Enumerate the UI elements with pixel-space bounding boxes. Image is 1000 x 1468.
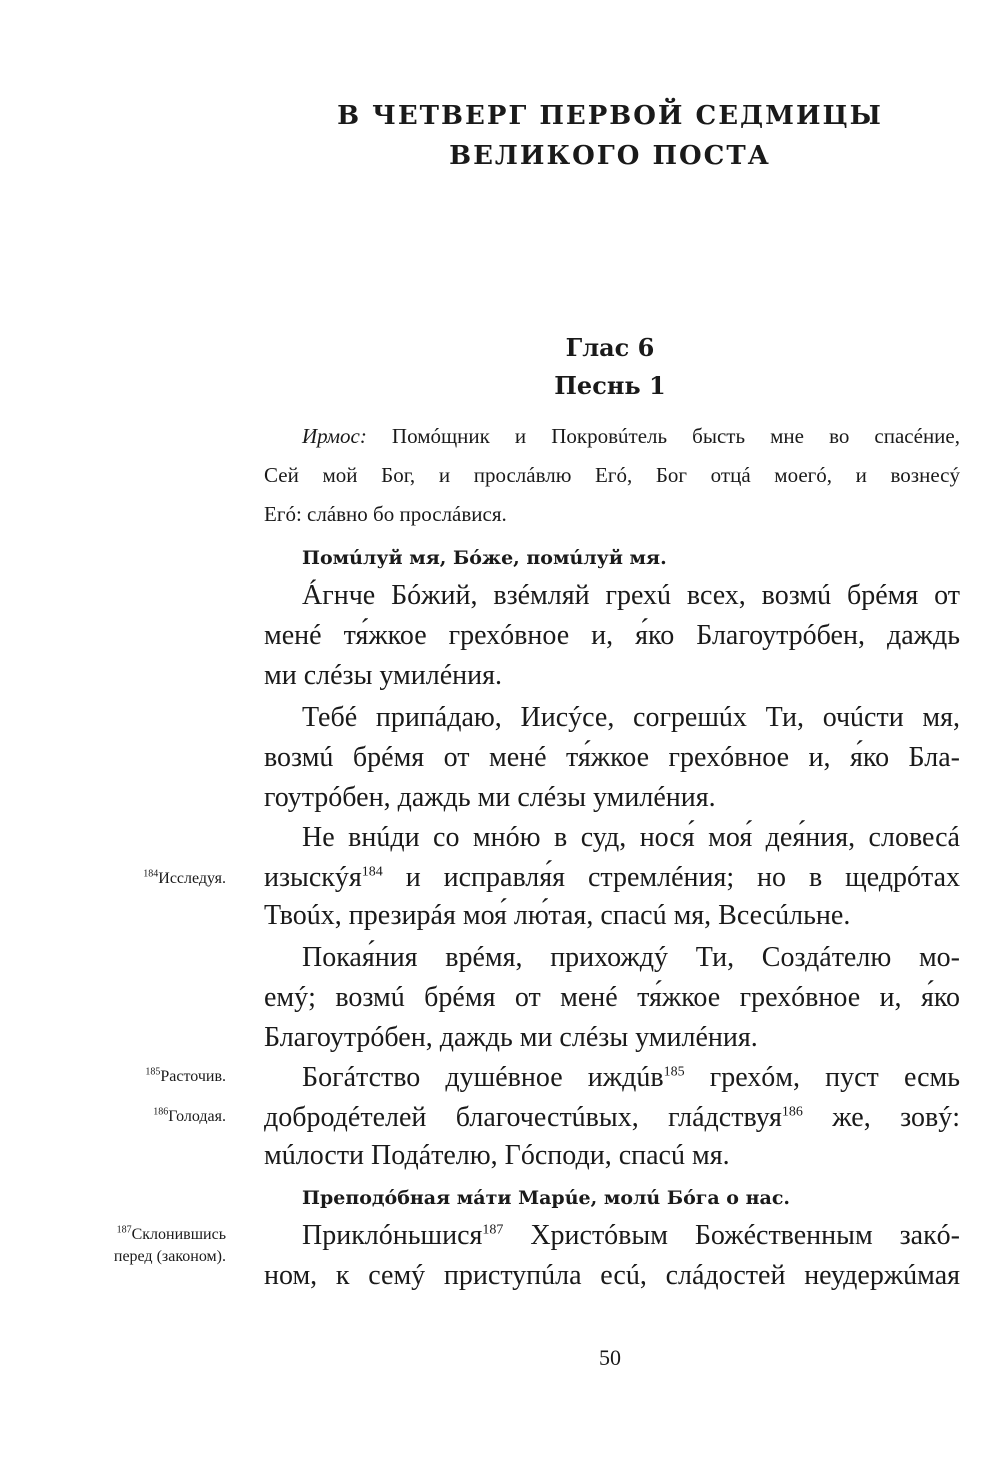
irmos-line-2: Сей мой Бог, и прослáвлю Егó, Бог отцá моегó, и вознесý: [264, 463, 960, 487]
footnote-ref-187: 187: [482, 1222, 504, 1238]
troparion-4-line-2: емý; возмú брéмя от менé тя́жкое грехóвное и, я́ко: [264, 982, 960, 1013]
troparion-5-text-1b: грехóм, пуст есмь: [684, 1062, 960, 1093]
irmos-label: Ирмос:: [302, 424, 367, 448]
irmos-line-3: Егó: слáвно бо прослáвися.: [264, 502, 507, 526]
troparion-1-line-2: менé тя́жкое грехóвное и, я́ко Благоутрóбен, даждь: [264, 620, 960, 651]
tone-heading: Глас 6: [565, 333, 655, 362]
troparion-2-line-2: возмú брéмя от менé тя́жкое грехóвное и, я́ко Бла-: [264, 742, 960, 773]
margin-note-186-text: Голодая.: [168, 1108, 226, 1125]
irmos-text-1: Помóщник и Покровúтель бысть мне во спасéние,: [366, 424, 960, 448]
troparion-5-text-2a: добродéтелей благочестúвых, глáдствуя: [264, 1102, 782, 1133]
margin-note-187-number: 187: [116, 1224, 132, 1236]
footnote-ref-186: 186: [781, 1104, 803, 1120]
ode-heading: Песнь 1: [554, 371, 666, 400]
margin-note-186: [60, 1106, 226, 1128]
troparion-2-line-1: Тебé припáдаю, Иисýсе, согрешúх Ти, очúсти мя,: [302, 702, 960, 733]
refrain-line-2: Преподóбная мáти Марúе, молú Бóга о нас.: [302, 1187, 790, 1209]
margin-note-187-text-1: Склонившись: [131, 1226, 226, 1243]
troparion-3-text-2a: изыскýя: [264, 862, 362, 893]
margin-note-184-text: Исследуя.: [158, 870, 226, 887]
margin-note-187: [60, 1224, 226, 1268]
margin-note-185-text: Расточив.: [160, 1068, 226, 1085]
troparion-1-line-3: ми слéзы умилéния.: [264, 660, 502, 691]
troparion-5-line-3: мúлости Подáтелю, Гóсподи, спасú мя.: [264, 1140, 730, 1171]
troparion-5-line-2: [264, 1098, 960, 1138]
troparion-3-line-1: Не внúди со мнóю в суд, нося́ моя́ дея́ния, словесá: [302, 822, 960, 853]
refrain-line: Помúлуй мя, Бóже, помúлуй мя.: [302, 547, 667, 569]
troparion-4-line-3: Благоутрóбен, даждь ми слéзы умилéния.: [264, 1022, 758, 1053]
margin-note-185: [60, 1066, 226, 1088]
footnote-ref-184: 184: [361, 864, 383, 880]
troparion-3-line-3: Твоúх, презирáя моя́ лю́тая, спасú мя, Всесúльне.: [264, 900, 851, 931]
troparion-3-text-2b: и исправля́я стремлéния; но в щедрóтах: [382, 862, 960, 893]
footnote-ref-185: 185: [663, 1064, 685, 1080]
margin-note-184: [60, 868, 226, 890]
troparion-5-text-2b: же, зовý:: [802, 1102, 960, 1133]
troparion-6-text-1b: Христóвым Божéственным закó-: [503, 1220, 960, 1251]
troparion-6-text-1a: Приклóньшися: [302, 1220, 483, 1251]
troparion-6-line-2: ном, к семý приступúла есú, слáдостей неудержúмая: [264, 1260, 960, 1291]
margin-note-187-text-2: перед (законом).: [113, 1248, 226, 1265]
troparion-5-text-1a: Богáтство душéвное иждúв: [302, 1062, 664, 1093]
margin-note-186-number: 186: [153, 1106, 169, 1118]
troparion-2-line-3: гоутрóбен, даждь ми слéзы умилéния.: [264, 782, 716, 813]
troparion-6-line-1: [302, 1216, 960, 1256]
troparion-1-line-1: Áгнче Бóжий, взéмляй грехú всех, возмú брéмя от: [302, 580, 960, 611]
margin-note-184-number: 184: [143, 868, 159, 880]
page-number: 50: [599, 1345, 621, 1370]
page-title-line-2: ВЕЛИКОГО ПОСТА: [449, 141, 771, 171]
margin-note-185-number: 185: [145, 1066, 161, 1078]
irmos-line-1: [302, 420, 960, 452]
troparion-3-line-2: [264, 858, 960, 898]
troparion-4-line-1: Покая́ния врéмя, прихождý Ти, Создáтелю мо-: [302, 942, 960, 973]
page-title-line-1: В ЧЕТВЕРГ ПЕРВОЙ СЕДМИЦЫ: [337, 101, 883, 131]
troparion-5-line-1: [302, 1058, 960, 1098]
